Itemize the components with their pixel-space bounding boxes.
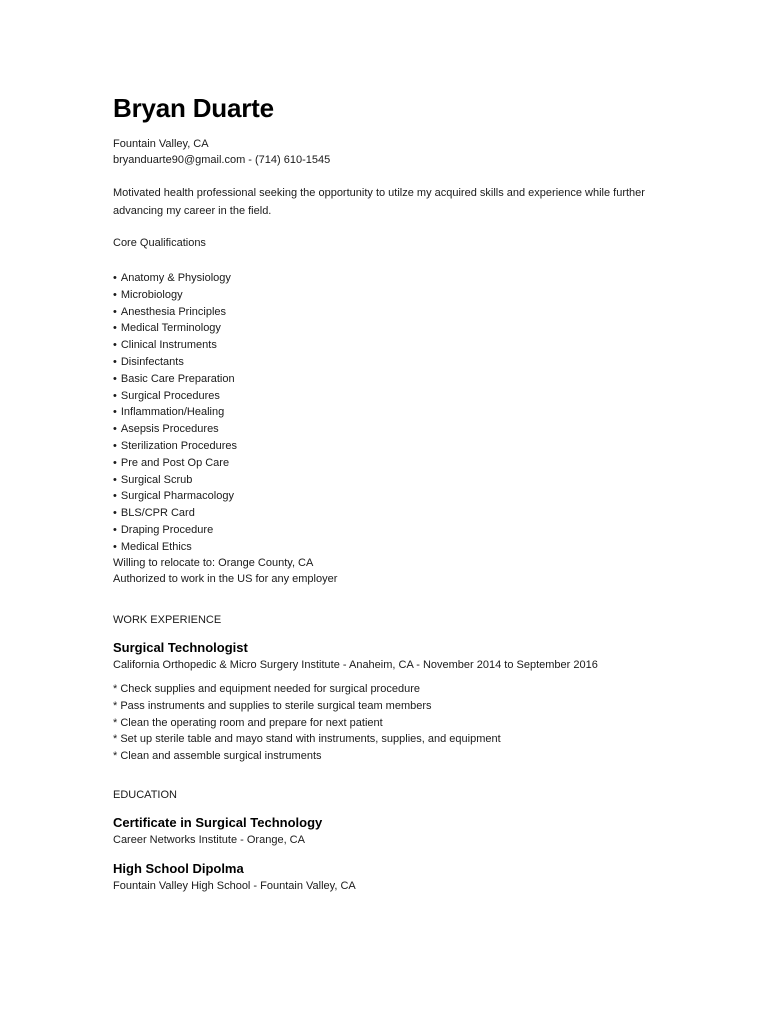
location-text: Fountain Valley, CA [113, 138, 209, 150]
qualifications-list [113, 270, 237, 556]
qualification-item: • BLS/CPR Card [113, 505, 237, 522]
education-details: Fountain Valley High School - Fountain Valley, CA [113, 880, 356, 892]
job-title: Surgical Technologist [113, 640, 248, 655]
qualification-item: • Disinfectants [113, 354, 237, 371]
job-duty-item: * Set up sterile table and mayo stand with instruments, supplies, and equipment [113, 731, 501, 748]
education-details: Career Networks Institute - Orange, CA [113, 834, 305, 846]
authorized-text: Authorized to work in the US for any employer [113, 573, 338, 585]
qualification-item: • Surgical Procedures [113, 388, 237, 405]
qualification-item: • Medical Terminology [113, 320, 237, 337]
qualification-item: • Anatomy & Physiology [113, 270, 237, 287]
work-experience-heading: WORK EXPERIENCE [113, 614, 222, 626]
education-degree: Certificate in Surgical Technology [113, 815, 323, 830]
education-degree: High School Dipolma [113, 861, 244, 876]
qualification-item: • Basic Care Preparation [113, 371, 237, 388]
qualification-item: • Pre and Post Op Care [113, 455, 237, 472]
qualification-item: • Inflammation/Healing [113, 404, 237, 421]
qualification-item: • Microbiology [113, 287, 237, 304]
job-duty-item: * Clean the operating room and prepare for next patient [113, 715, 501, 732]
job-details: California Orthopedic & Micro Surgery Institute - Anaheim, CA - November 2014 to September 2016 [113, 659, 598, 671]
qualification-item: • Anesthesia Principles [113, 304, 237, 321]
qualification-item: • Sterilization Procedures [113, 438, 237, 455]
education-heading: EDUCATION [113, 789, 177, 801]
job-duties-list [113, 681, 501, 765]
job-duty-item: * Pass instruments and supplies to sterile surgical team members [113, 698, 501, 715]
qualification-item: • Surgical Scrub [113, 472, 237, 489]
summary-text: Motivated health professional seeking the opportunity to utilze my acquired skills and experience while further advancing my career in the field. [113, 187, 645, 217]
job-duty-item: * Check supplies and equipment needed for surgical procedure [113, 681, 501, 698]
candidate-name: Bryan Duarte [113, 93, 274, 123]
contact-text: bryanduarte90@gmail.com - (714) 610-1545 [113, 154, 331, 166]
relocate-text: Willing to relocate to: Orange County, CA [113, 557, 314, 569]
qualification-item: • Medical Ethics [113, 539, 237, 556]
qualification-item: • Asepsis Procedures [113, 421, 237, 438]
qualifications-title: Core Qualifications [113, 237, 206, 249]
qualification-item: • Clinical Instruments [113, 337, 237, 354]
qualification-item: • Surgical Pharmacology [113, 488, 237, 505]
job-duty-item: * Clean and assemble surgical instruments [113, 748, 501, 765]
qualification-item: • Draping Procedure [113, 522, 237, 539]
